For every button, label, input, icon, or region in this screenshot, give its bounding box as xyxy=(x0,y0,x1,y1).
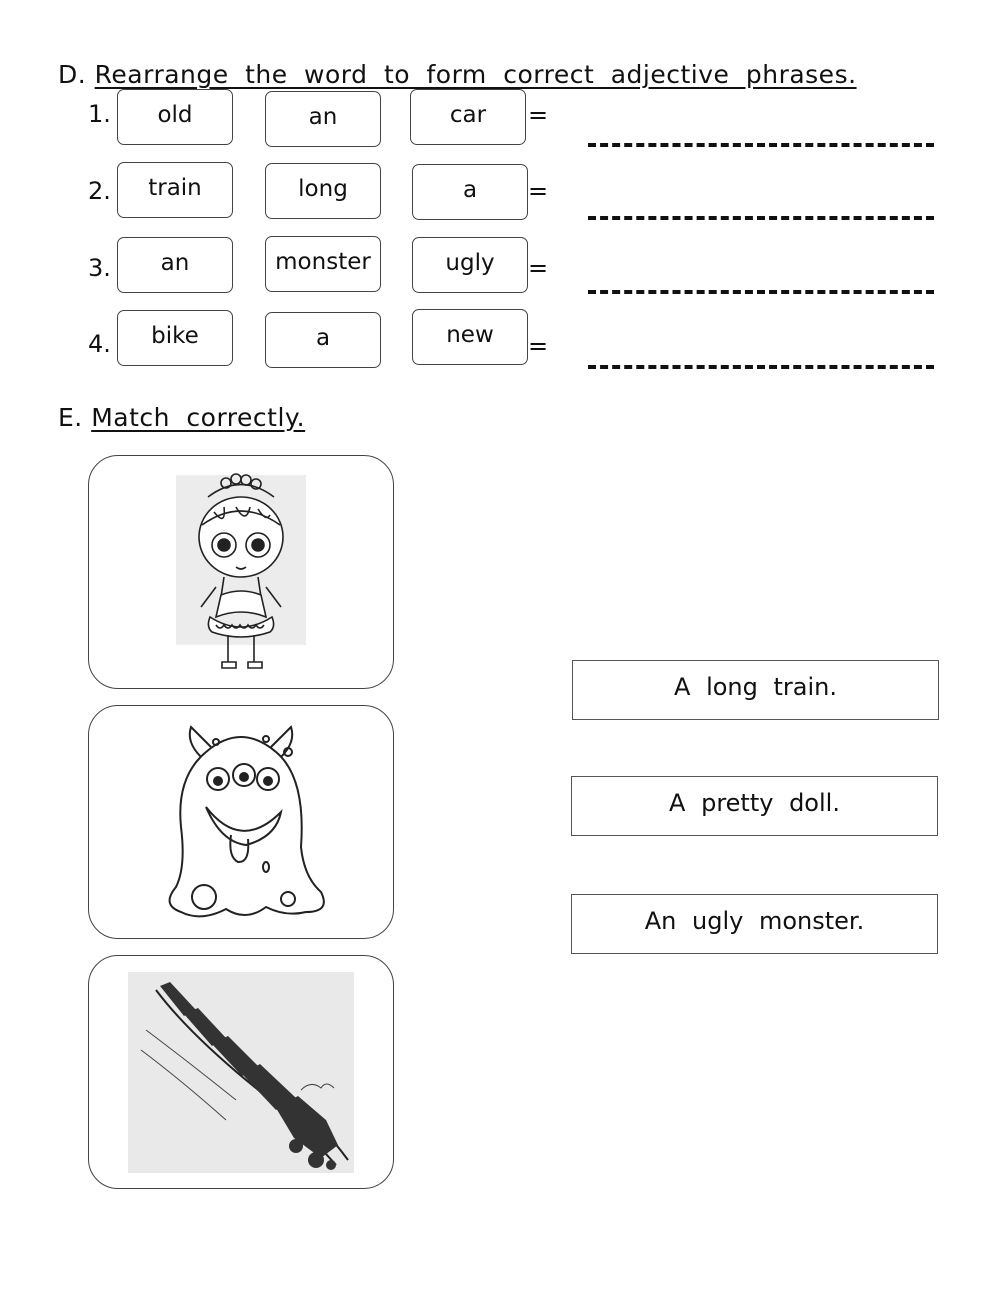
row-1-answer-blank[interactable] xyxy=(588,143,934,147)
row-3-number: 3. xyxy=(88,254,111,282)
row-2-number: 2. xyxy=(88,177,111,205)
section-e-title: Match correctly. xyxy=(91,403,306,432)
doll-picture-card[interactable] xyxy=(88,455,394,689)
section-d-heading xyxy=(58,60,857,89)
row-3-word-1[interactable]: an xyxy=(117,237,233,293)
row-3-equals: = xyxy=(528,254,549,282)
train-icon xyxy=(126,970,356,1175)
row-2-word-1[interactable]: train xyxy=(117,162,233,218)
row-4-word-2[interactable]: a xyxy=(265,312,381,368)
section-e-letter: E. xyxy=(58,403,83,432)
match-option-2[interactable]: A pretty doll. xyxy=(571,776,938,836)
row-1-word-1[interactable]: old xyxy=(117,89,233,145)
monster-picture-card[interactable] xyxy=(88,705,394,939)
row-4-answer-blank[interactable] xyxy=(588,365,934,369)
section-d-letter: D. xyxy=(58,60,87,89)
section-d-title: Rearrange the word to form correct adjective phrases. xyxy=(94,60,857,89)
section-e-heading xyxy=(58,403,305,432)
row-3-answer-blank[interactable] xyxy=(588,290,934,294)
match-option-3[interactable]: An ugly monster. xyxy=(571,894,938,954)
row-4-word-3[interactable]: new xyxy=(412,309,528,365)
row-4-number: 4. xyxy=(88,330,111,358)
row-2-word-3[interactable]: a xyxy=(412,164,528,220)
match-option-1[interactable]: A long train. xyxy=(572,660,939,720)
row-2-word-2[interactable]: long xyxy=(265,163,381,219)
doll-icon xyxy=(166,467,316,677)
row-4-equals: = xyxy=(528,332,549,360)
row-1-number: 1. xyxy=(88,100,111,128)
monster-icon xyxy=(146,717,336,927)
row-2-answer-blank[interactable] xyxy=(588,216,934,220)
row-1-equals: = xyxy=(528,101,549,129)
row-4-word-1[interactable]: bike xyxy=(117,310,233,366)
row-3-word-3[interactable]: ugly xyxy=(412,237,528,293)
row-3-word-2[interactable]: monster xyxy=(265,236,381,292)
row-2-equals: = xyxy=(528,177,549,205)
row-1-word-2[interactable]: an xyxy=(265,91,381,147)
row-1-word-3[interactable]: car xyxy=(410,89,526,145)
train-picture-card[interactable] xyxy=(88,955,394,1189)
